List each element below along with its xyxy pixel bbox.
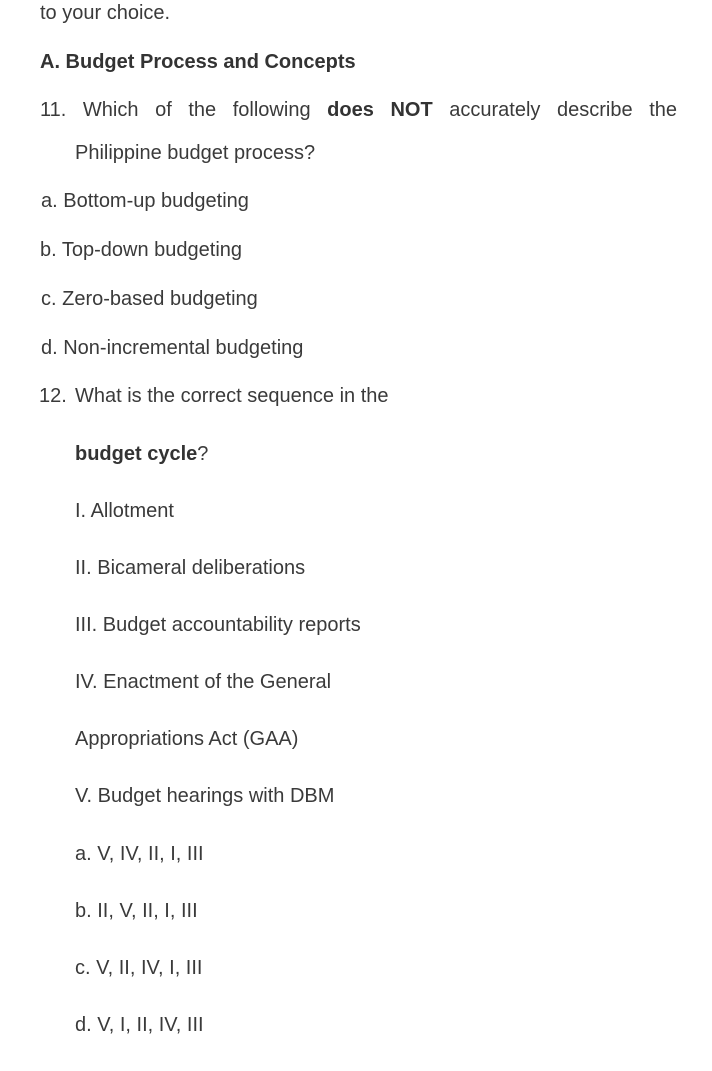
question-11-number: 11. <box>40 99 67 121</box>
question-12-emphasis: budget cycle <box>75 443 198 465</box>
question-11-option-c: c. Zero-based budgeting <box>41 288 258 310</box>
question-11-text-pre: Which of the following <box>82 99 311 121</box>
question-11-option-a: a. Bottom-up budgeting <box>41 190 249 212</box>
question-12-number: 12. <box>39 385 67 407</box>
question-12-option-d: d. V, I, II, IV, III <box>75 1014 204 1036</box>
intro-tail-text: to your choice. <box>40 2 171 24</box>
question-12-item-2: II. Bicameral deliberations <box>75 557 306 579</box>
question-12-item-3: III. Budget accountability reports <box>75 614 361 636</box>
question-12-item-5: V. Budget hearings with DBM <box>75 785 335 807</box>
question-12-option-a: a. V, IV, II, I, III <box>75 843 204 865</box>
question-12-option-c: c. V, II, IV, I, III <box>75 957 203 979</box>
question-11-line1 <box>40 97 677 123</box>
question-12-item-4: IV. Enactment of the General <box>75 671 332 693</box>
question-11-line2: Philippine budget process? <box>75 142 316 164</box>
question-12-line1: What is the correct sequence in the <box>75 385 389 407</box>
question-12-item-4-cont: Appropriations Act (GAA) <box>75 728 299 750</box>
question-11-option-d: d. Non-incremental budgeting <box>41 337 304 359</box>
question-12-option-b: b. II, V, II, I, III <box>75 900 198 922</box>
question-11-option-b: b. Top-down budgeting <box>40 239 243 261</box>
section-heading: A. Budget Process and Concepts <box>40 51 356 73</box>
question-12-question-mark: ? <box>197 443 209 465</box>
question-12-line2 <box>75 441 208 467</box>
question-11-text-post: accurately describe the <box>449 99 677 121</box>
question-12-item-1: I. Allotment <box>75 500 174 522</box>
question-11-emphasis: does NOT <box>327 99 433 121</box>
